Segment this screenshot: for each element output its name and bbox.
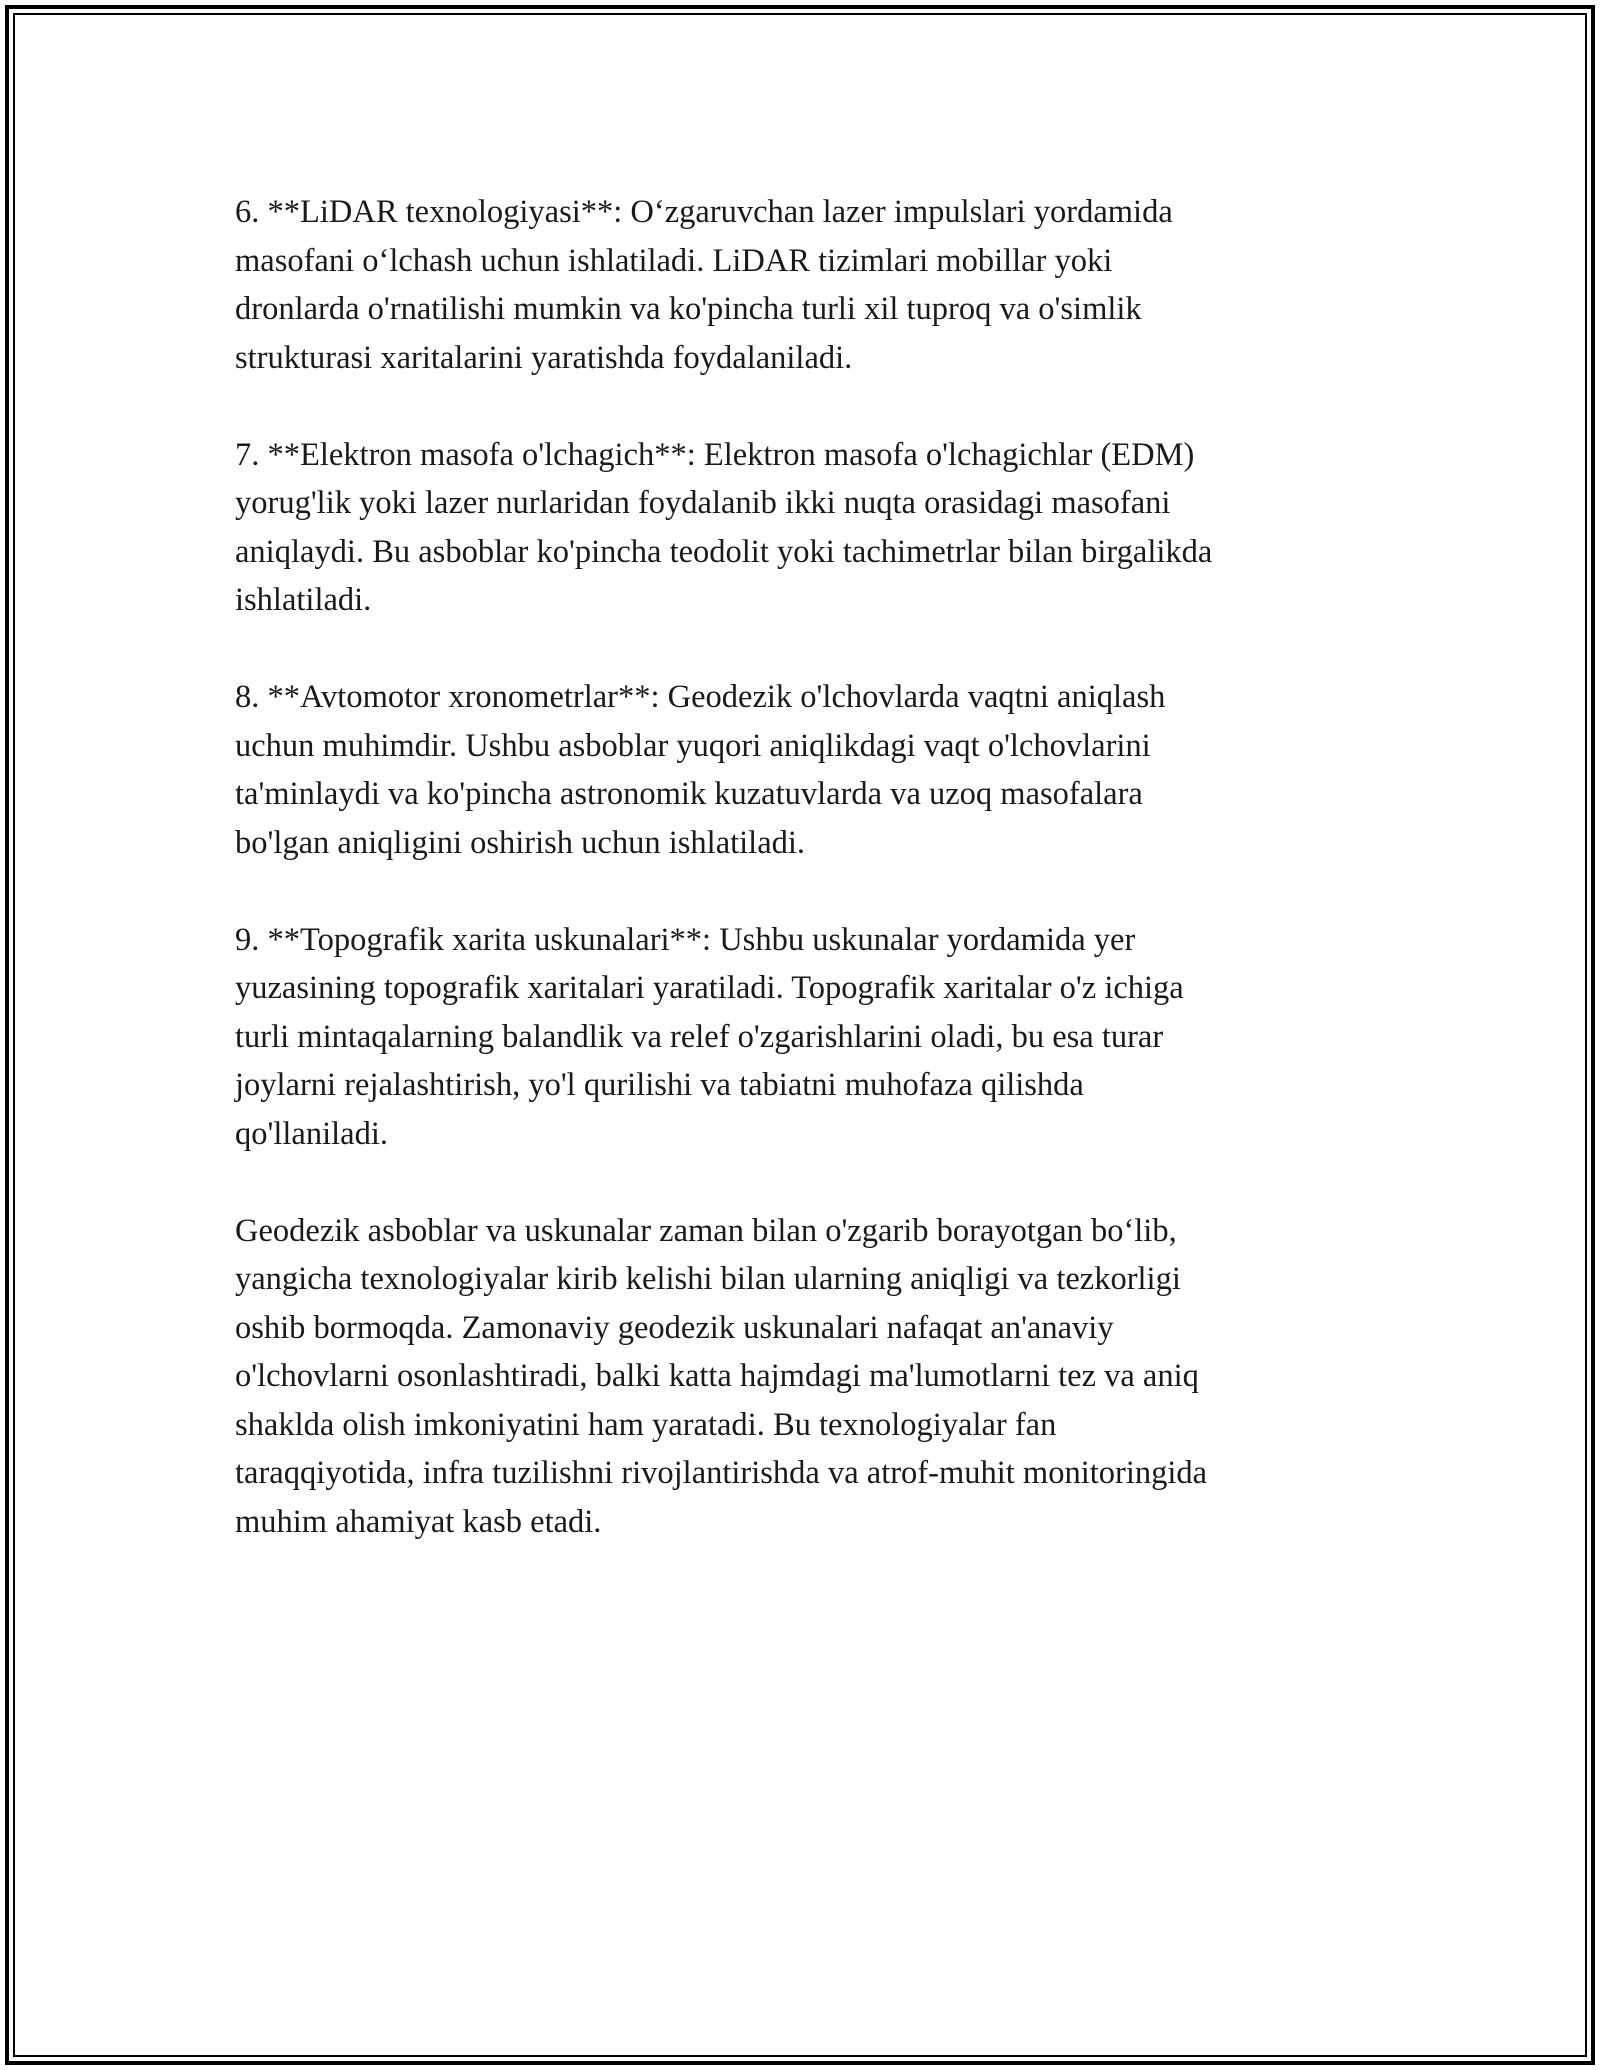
paragraph-electronic-distance-meter: 7. **Elektron masofa o'lchagich**: Elektron masofa o'lchagichlar (EDM) yorug'lik yoki lazer nurlaridan foydalanib ikki nuqta orasidagi masofani aniqlaydi. Bu asboblar ko'pincha teodolit yoki tachimetrlar bilan birgalikda ishlatiladi.: [235, 436, 1213, 618]
paragraph-topographic-equipment: 9. **Topografik xarita uskunalari**: Ushbu uskunalar yordamida yer yuzasining topografik xaritalari yaratiladi. Topografik xaritalar o'z ichiga turli mintaqalarning balandlik va relef o'zgarishlarini oladi, bu esa turar joylarni rejalashtirish, yo'l qurilishi va tabiatni muhofaza qilishda qo'llaniladi.: [235, 921, 1184, 1152]
paragraph-lidar: 6. **LiDAR texnologiyasi**: O‘zgaruvchan lazer impulslari yordamida masofani o‘lchash uchun ishlatiladi. LiDAR tizimlari mobillar yoki dronlarda o'rnatilishi mumkin va ko'pincha turli xil tuproq va o'simlik strukturasi xaritalarini yaratishda foydalaniladi.: [235, 194, 1173, 376]
paragraph-chronometers: 8. **Avtomotor xronometrlar**: Geodezik o'lchovlarda vaqtni aniqlash uchun muhimdir. Ushbu asboblar yuqori aniqlikdagi vaqt o'lchovlarini ta'minlaydi va ko'pincha astronomik kuzatuvlarda va uzoq masofalara bo'lgan aniqligini oshirish uchun ishlatiladi.: [235, 679, 1166, 861]
paragraph-conclusion: Geodezik asboblar va uskunalar zaman bilan o'zgarib borayotgan bo‘lib, yangicha texnologiyalar kirib kelishi bilan ularning aniqligi va tezkorligi oshib bormoqda. Zamonaviy geodezik uskunalari nafaqat an'anaviy o'lchovlarni osonlashtiradi, balki katta hajmdagi ma'lumotlarni tez va aniq shaklda olish imkoniyatini ham yaratadi. Bu texnologiyalar fan taraqqiyotida, infra tuzilishni rivojlantirishda va atrof-muhit monitoringida muhim ahamiyat kasb etadi.: [235, 1212, 1208, 1540]
document-body: [235, 188, 1365, 1595]
